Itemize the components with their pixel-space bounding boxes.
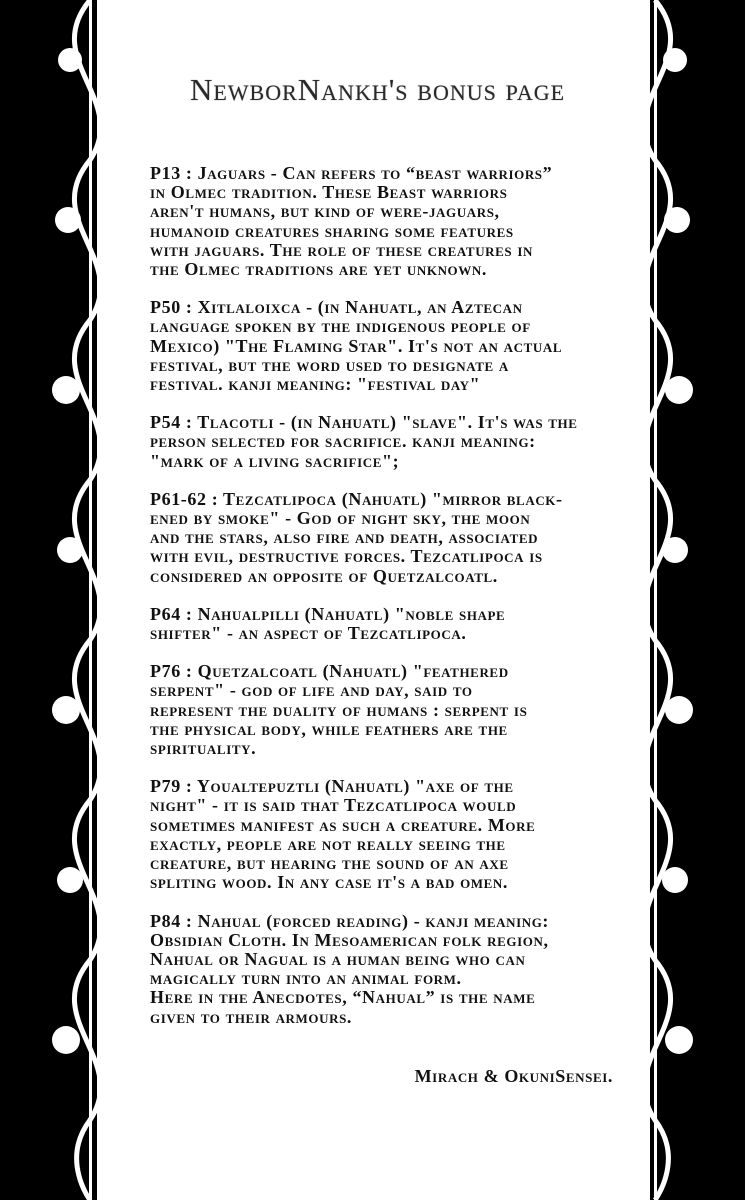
right-vine-ornament — [605, 0, 745, 1200]
note-line: Obsidian Cloth. In Mesoamerican folk region, — [150, 929, 549, 950]
note-line: magically turn into an animal form. — [150, 968, 462, 989]
note-line: Nahual or Nagual is a human being who can — [150, 948, 526, 969]
note-line: the physical body, while feathers are the — [150, 718, 508, 739]
note-line: festival, but the word used to designate a — [150, 354, 509, 375]
note-line: language spoken by the indigenous people of — [150, 316, 531, 337]
note-paragraph — [150, 490, 620, 586]
note-line: spliting wood. In any case it's a bad omen. — [150, 872, 509, 893]
note-paragraph — [150, 298, 620, 394]
notes-body — [150, 164, 620, 1046]
note-line: with jaguars. The role of these creatures in — [150, 239, 534, 260]
note-paragraph — [150, 605, 620, 643]
note-line: exactly, people are not really seeing the — [150, 833, 506, 854]
note-line: Mexico) "The Flaming Star". It's not an actual — [150, 335, 563, 356]
note-line: considered an opposite of Quetzalcoatl. — [150, 565, 498, 586]
note-line: festival. kanji meaning: "festival day" — [150, 374, 481, 395]
note-line: given to their armours. — [150, 1006, 353, 1027]
note-line: spirituality. — [150, 738, 257, 759]
note-line: shifter" - an aspect of Tezcatlipoca. — [150, 623, 467, 644]
note-line: in Olmec tradition. These Beast warriors — [150, 182, 508, 203]
note-line: Here in the Anecdotes, “Nahual” is the name — [150, 987, 536, 1008]
note-paragraph — [150, 777, 620, 892]
note-paragraph — [150, 164, 620, 279]
note-line: P13 : Jaguars - Can refers to “beast warriors” — [150, 163, 553, 183]
note-paragraph — [150, 662, 620, 758]
note-line: night" - it is said that Tezcatlipoca would — [150, 795, 517, 816]
note-line: humanoid creatures sharing some features — [150, 220, 514, 241]
page-title: NewborNankh's bonus page — [189, 72, 566, 107]
note-line: with evil, destructive forces. Tezcatlipoca is — [150, 546, 543, 567]
note-paragraph — [150, 413, 620, 471]
note-line: P61-62 : Tezcatlipoca (Nahuatl) "mirror black- — [150, 488, 563, 509]
note-line: represent the duality of humans : serpent is — [150, 699, 528, 720]
note-line: creature, but hearing the sound of an axe — [150, 853, 509, 874]
note-line: serpent" - god of life and day, said to — [150, 680, 473, 701]
note-line: sometimes manifest as such a creature. More — [150, 814, 536, 835]
note-line: and the stars, also fire and death, associated — [150, 527, 539, 548]
left-vine-ornament — [0, 0, 140, 1200]
note-line: person selected for sacrifice. kanji meaning: — [150, 431, 536, 452]
note-line: P54 : Tlacotli - (in Nahuatl) "slave". It's was the — [150, 412, 578, 433]
note-line: P64 : Nahualpilli (Nahuatl) "noble shape — [150, 603, 506, 624]
note-line: ened by smoke" - God of night sky, the moon — [150, 508, 531, 529]
note-line: aren't humans, but kind of were-jaguars, — [150, 201, 500, 222]
note-line: P76 : Quetzalcoatl (Nahuatl) "feathered — [150, 661, 509, 682]
signature: Mirach & OkuniSensei. — [414, 1066, 613, 1086]
note-line: P79 : Youaltepuztli (Nahuatl) "axe of the — [150, 776, 514, 797]
note-paragraph — [150, 912, 620, 1027]
note-line: the Olmec traditions are yet unknown. — [150, 259, 487, 280]
note-line: "mark of a living sacrifice"; — [150, 450, 400, 471]
note-line: P50 : Xitlaloixca - (in Nahuatl, an Aztecan — [150, 297, 523, 318]
note-line: P84 : Nahual (forced reading) - kanji meaning: — [150, 910, 550, 931]
